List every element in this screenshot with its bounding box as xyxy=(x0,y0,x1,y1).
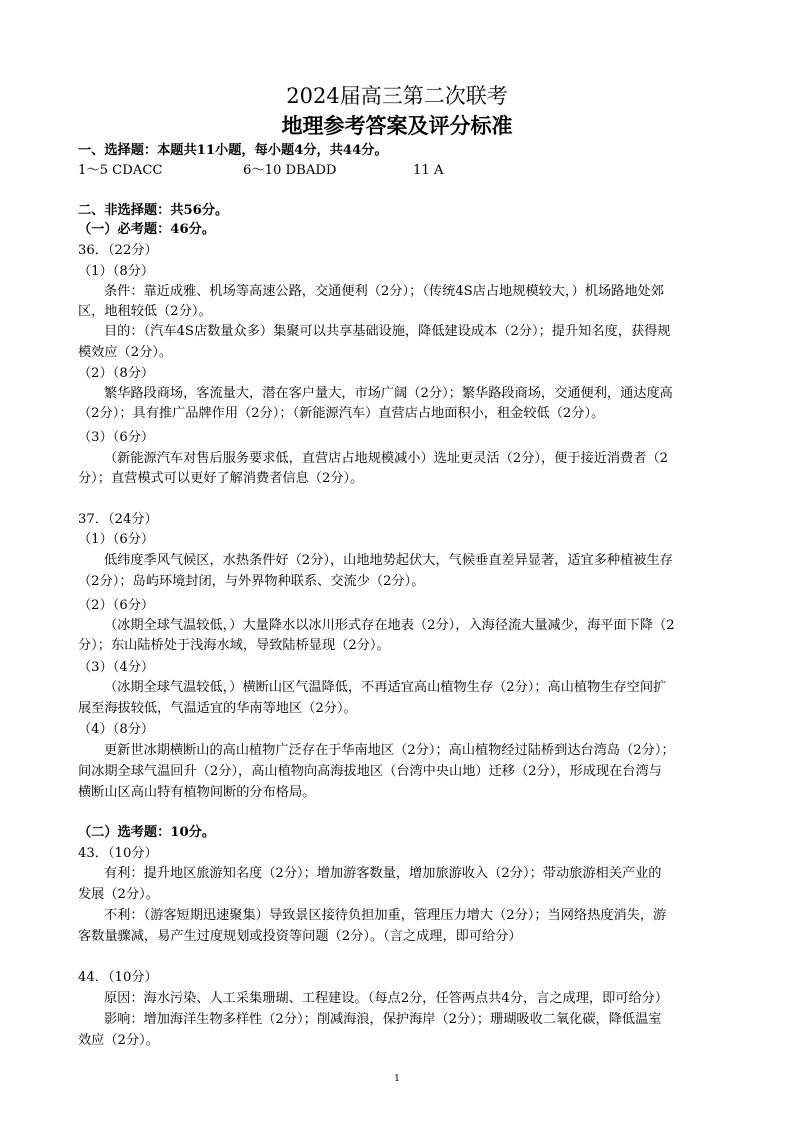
answer-line: 客数量骤减，易产生过度规划或投资等问题（2分）。（言之成理，即可给分） xyxy=(78,929,522,944)
answer-line: 分）；东山陆桥处于浅海水域，导致陆桥显现（2分）。 xyxy=(78,638,390,653)
answers-11: 11 A xyxy=(413,163,444,178)
answer-line: 展至海拔较低，气温适宜的华南等地区（2分）。 xyxy=(78,701,357,716)
subquestion-label: （4）（8分） xyxy=(78,722,155,737)
answer-line: 有利：提升地区旅游知名度（2分）；增加游客数量，增加旅游收入（2分）；带动旅游相关产业的 xyxy=(104,866,662,881)
answer-line: （2分）；具有推广品牌作用（2分）；（新能源汽车）直营店占地面积小，租金较低（2分）。 xyxy=(78,406,605,421)
answer-line: 原因：海水污染、人工采集珊瑚、工程建设。（每点2分，任答两点共4分，言之成理，即可给分） xyxy=(104,991,669,1006)
page-number: 1 xyxy=(394,1074,400,1084)
answer-line: 区，地租较低（2分）。 xyxy=(78,304,212,319)
answer-line: 影响：增加海洋生物多样性（2分）；削减海浪，保护海岸（2分）；珊瑚吸收二氧化碳，降低温室 xyxy=(104,1012,662,1027)
answer-line: 低纬度季风气候区，水热条件好（2分），山地地势起伏大，气候垂直差异显著，适宜多种植被生存 xyxy=(104,553,673,568)
question-label: 37．（24分） xyxy=(78,512,158,527)
question-label: 43．（10分） xyxy=(78,846,158,861)
doc-subtitle: 地理参考答案及评分标准 xyxy=(281,113,513,138)
section-heading: 一、选择题：本题共11小题，每小题4分，共44分。 xyxy=(78,143,388,158)
answer-line: 繁华路段商场，客流量大，潜在客户量大，市场广阔（2分）；繁华路段商场，交通便利，通达度高 xyxy=(104,386,673,401)
subquestion-label: （1）（8分） xyxy=(78,264,155,279)
question-label: 44．（10分） xyxy=(78,970,158,985)
answer-line: （新能源汽车对售后服务要求低，直营店占地规模减小）选址更灵活（2分），便于接近消费者（2 xyxy=(104,451,669,466)
part-heading: （二）选考题：10分。 xyxy=(78,825,216,840)
answer-line: （冰期全球气温较低，）大量降水以冰川形式存在地表（2分），入海径流大量减少，海平面下降（2 xyxy=(104,618,675,633)
answer-line: （2分）；岛屿环境封闭，与外界物种联系、交流少（2分）。 xyxy=(78,574,425,589)
doc-title: 2024届高三第二次联考 xyxy=(286,84,508,108)
part-heading: （一）必考题：46分。 xyxy=(78,222,216,237)
subquestion-label: （1）（6分） xyxy=(78,532,155,547)
answer-line: 横断山区高山特有植物间断的分布格局。 xyxy=(78,785,316,800)
answer-line: （冰期全球气温较低，）横断山区气温降低，不再适宜高山植物生存（2分）；高山植物生存空间扩 xyxy=(104,680,667,695)
answer-line: 更新世冰期横断山的高山植物广泛存在于华南地区（2分）；高山植物经过陆桥到达台湾岛（2分）； xyxy=(104,743,675,758)
answer-line: 效应（2分）。 xyxy=(78,1033,159,1048)
answers-1-5: 1～5 CDACC xyxy=(78,163,163,178)
answer-line: 模效应（2分）。 xyxy=(78,345,173,360)
answer-line: 间冰期全球气温回升（2分），高山植物向高海拔地区（台湾中央山地）迁移（2分），形成现在台湾与 xyxy=(78,764,662,779)
section-heading: 二、非选择题：共56分。 xyxy=(78,203,229,218)
subquestion-label: （3）（6分） xyxy=(78,430,155,445)
subquestion-label: （3）（4分） xyxy=(78,660,155,675)
answer-line: 不利：（游客短期迅速聚集）导致景区接待负担加重，管理压力增大（2分）；当网络热度消失，游 xyxy=(104,908,667,923)
subquestion-label: （2）（8分） xyxy=(78,366,155,381)
answer-line: 目的：（汽车4S店数量众多）集聚可以共享基础设施，降低建设成本（2分）；提升知名度，获得规 xyxy=(104,324,671,339)
answer-line: 发展（2分）。 xyxy=(78,887,159,902)
question-label: 36．（22分） xyxy=(78,243,158,258)
answers-6-10: 6～10 DBADD xyxy=(243,163,337,178)
answer-line: 条件：靠近成雅、机场等高速公路，交通便利（2分）；（传统4S店占地规模较大，）机场路地处郊 xyxy=(104,284,664,299)
answer-line: 分）；直营模式可以更好了解消费者信息（2分）。 xyxy=(78,471,364,486)
subquestion-label: （2）（6分） xyxy=(78,598,155,613)
